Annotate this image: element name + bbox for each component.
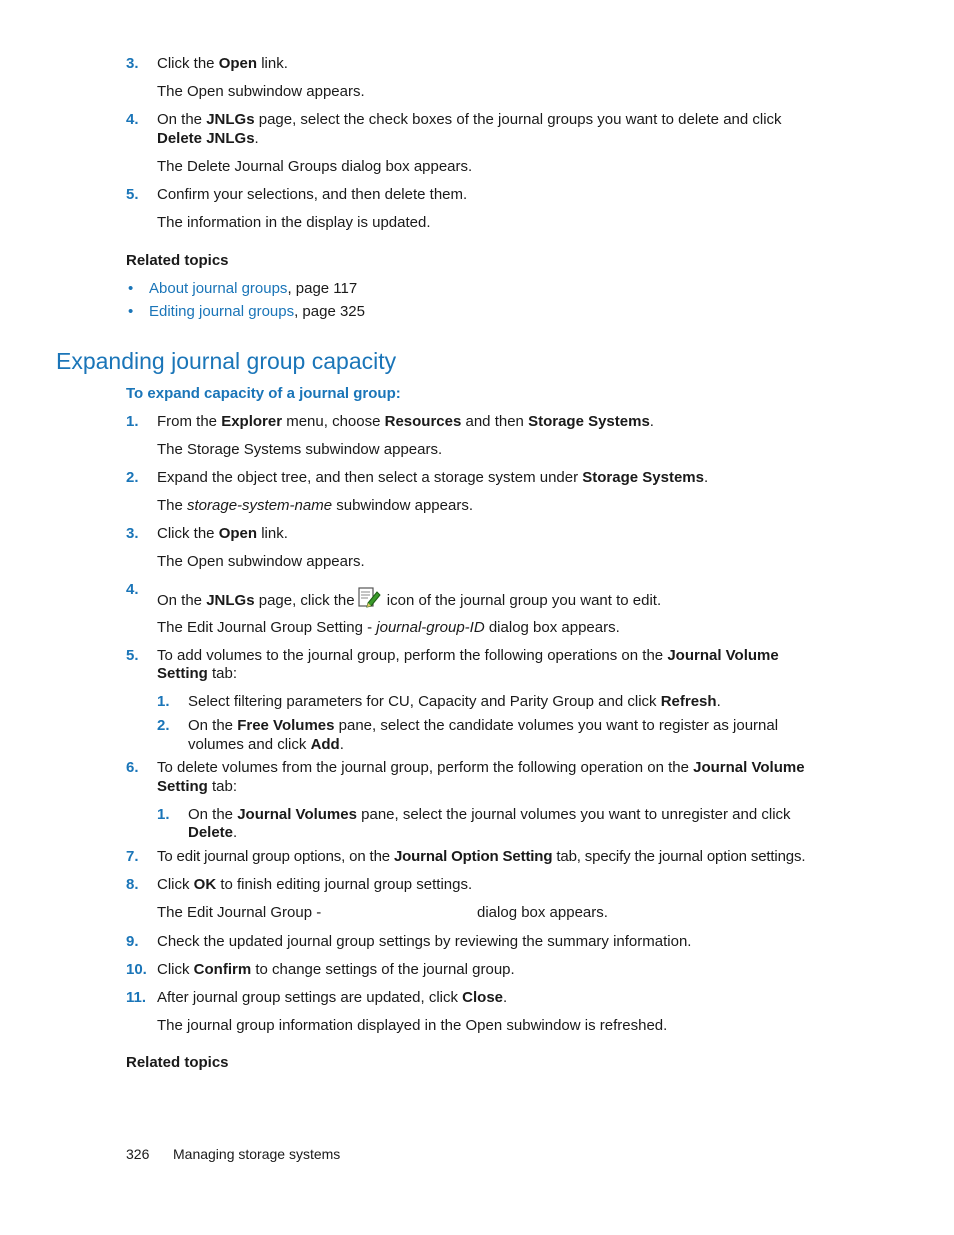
step-number: 4. bbox=[126, 111, 139, 128]
substep-number: 1. bbox=[157, 806, 170, 823]
step-number: 5. bbox=[126, 647, 139, 664]
substep-number: 2. bbox=[157, 717, 170, 734]
page-number: 326 bbox=[126, 1146, 150, 1162]
step-text: Expand the object tree, and then select a storage system under Storage Systems. bbox=[157, 469, 709, 486]
step-number: 10. bbox=[126, 961, 147, 978]
procedure-title: To expand capacity of a journal group: bbox=[126, 385, 401, 402]
step-text: Setting tab: bbox=[157, 665, 238, 682]
editing-journal-groups-link[interactable]: Editing journal groups bbox=[149, 303, 295, 320]
step-number: 3. bbox=[126, 525, 139, 542]
step-result: The Open subwindow appears. bbox=[157, 83, 365, 100]
substep-text: Select filtering parameters for CU, Capacity and Parity Group and click Refresh. bbox=[188, 693, 721, 710]
step-result: The Edit Journal Group - bbox=[157, 904, 322, 921]
substep-text: On the Journal Volumes pane, select the journal volumes you want to unregister and click bbox=[188, 806, 791, 823]
bullet: • bbox=[128, 303, 134, 320]
step-text: Delete JNLGs. bbox=[157, 130, 259, 147]
step-number: 4. bbox=[126, 581, 139, 598]
step-text: After journal group settings are updated, click Close. bbox=[157, 989, 508, 1006]
step-text: Click the Open link. bbox=[157, 525, 288, 542]
substep-text: On the Free Volumes pane, select the candidate volumes you want to register as journal bbox=[188, 717, 779, 734]
step-result: The storage-system-name subwindow appears. bbox=[157, 497, 473, 514]
step-number: 1. bbox=[126, 413, 139, 430]
step-text: Click OK to finish editing journal group settings. bbox=[157, 876, 473, 893]
step-result: The information in the display is updated. bbox=[157, 214, 431, 231]
step-text: From the Explorer menu, choose Resources and then Storage Systems. bbox=[157, 413, 654, 430]
related-topic-item: Editing journal groups, page 325 bbox=[149, 303, 365, 320]
step-result: The Edit Journal Group Setting - journal-group-ID dialog box appears. bbox=[157, 619, 620, 636]
edit-icon bbox=[357, 585, 381, 609]
step-result: The Storage Systems subwindow appears. bbox=[157, 441, 443, 458]
step-text: Check the updated journal group settings by reviewing the summary information. bbox=[157, 933, 692, 950]
substep-text: volumes and click Add. bbox=[188, 736, 344, 753]
step-number: 9. bbox=[126, 933, 139, 950]
substep-text: Delete. bbox=[188, 824, 238, 841]
step-text: Click the Open link. bbox=[157, 55, 288, 72]
footer-section: Managing storage systems bbox=[173, 1146, 341, 1162]
related-topics-heading: Related topics bbox=[126, 252, 229, 269]
step-text: Click Confirm to change settings of the journal group. bbox=[157, 961, 515, 978]
step-number: 5. bbox=[126, 186, 139, 203]
related-topics-heading: Related topics bbox=[126, 1054, 229, 1071]
step-result: The Delete Journal Groups dialog box appears. bbox=[157, 158, 473, 175]
related-topic-item: About journal groups, page 117 bbox=[149, 280, 358, 297]
step-number: 3. bbox=[126, 55, 139, 72]
step-text: On the JNLGs page, click the icon of the journal group you want to edit. bbox=[157, 585, 661, 610]
step-result: The Open subwindow appears. bbox=[157, 553, 365, 570]
step-number: 2. bbox=[126, 469, 139, 486]
step-text: Confirm your selections, and then delete them. bbox=[157, 186, 468, 203]
step-number: 8. bbox=[126, 876, 139, 893]
step-text: To add volumes to the journal group, perform the following operations on the Journal Volume bbox=[157, 647, 779, 664]
substep-number: 1. bbox=[157, 693, 170, 710]
about-journal-groups-link[interactable]: About journal groups bbox=[149, 280, 288, 297]
step-text: To edit journal group options, on the Journal Option Setting tab, specify the journal option settings. bbox=[157, 848, 806, 865]
step-text: To delete volumes from the journal group, perform the following operation on the Journal Volume bbox=[157, 759, 805, 776]
step-result: The journal group information displayed in the Open subwindow is refreshed. bbox=[157, 1017, 668, 1034]
step-number: 11. bbox=[126, 989, 147, 1006]
step-text: On the JNLGs page, select the check boxes of the journal groups you want to delete and click bbox=[157, 111, 782, 128]
section-title: Expanding journal group capacity bbox=[56, 348, 397, 374]
step-number: 6. bbox=[126, 759, 139, 776]
step-result: dialog box appears. bbox=[477, 904, 608, 921]
step-text: Setting tab: bbox=[157, 778, 238, 795]
bullet: • bbox=[128, 280, 134, 297]
step-number: 7. bbox=[126, 848, 139, 865]
